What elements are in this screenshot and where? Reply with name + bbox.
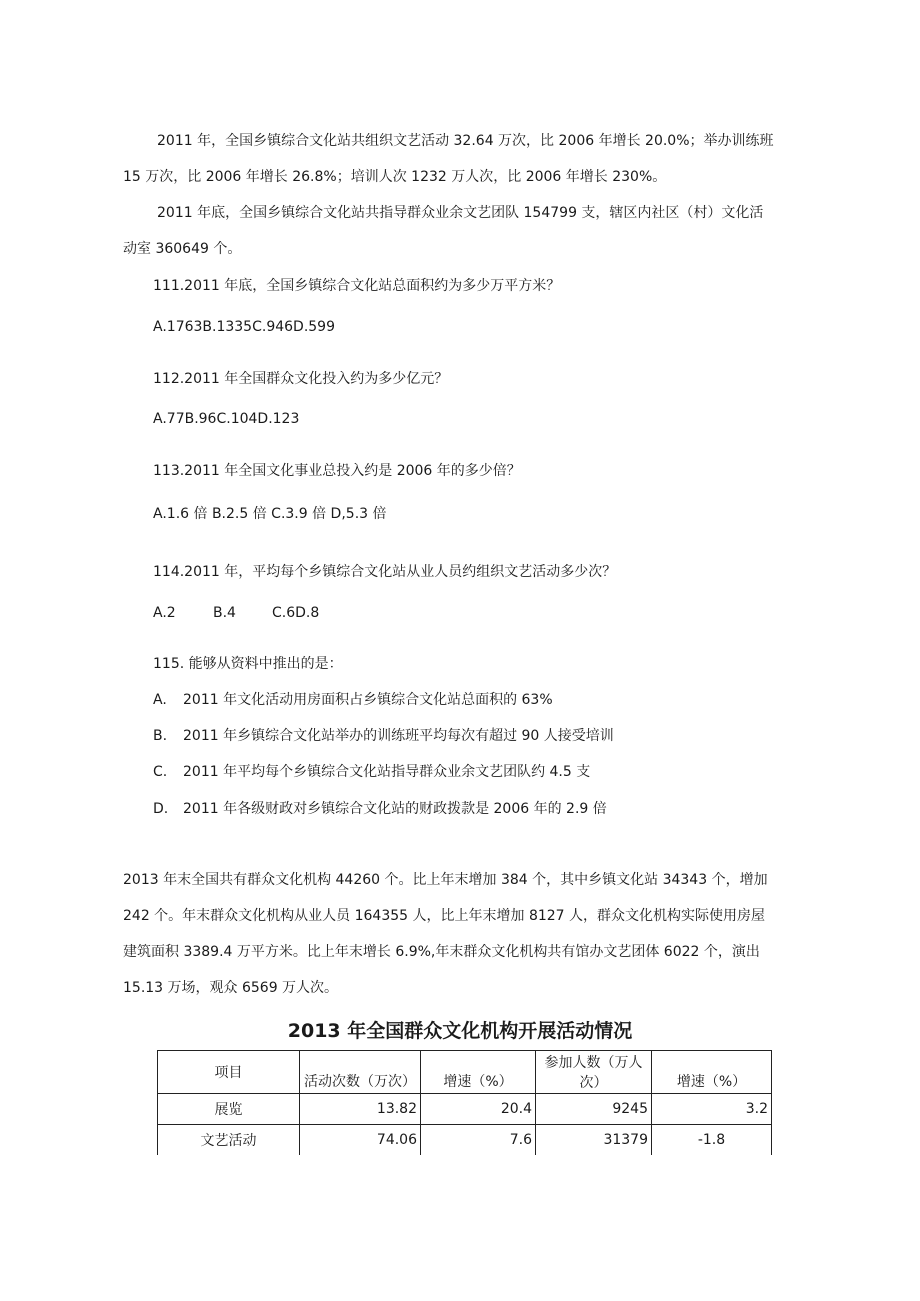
cell-growth-1: 7.6: [421, 1125, 536, 1156]
header-participants-line2: 次）: [579, 1075, 608, 1091]
table-row: [158, 1125, 772, 1156]
para1-line2: 15 万次，比 2006 年增长 26.8%；培训人次 1232 万人次，比 2006 年增长 230%。: [123, 169, 667, 185]
q112-question: 112.2011 年全国群众文化投入约为多少亿元？: [153, 371, 449, 387]
cell-growth-2: 3.2: [652, 1094, 772, 1125]
cell-growth-2: -1.8: [652, 1125, 772, 1156]
q115-option-a-letter: A.: [153, 692, 167, 708]
q115-question: 115. 能够从资料中推出的是：: [153, 656, 343, 672]
cell-people: 9245: [536, 1094, 652, 1125]
header-participants: [536, 1051, 652, 1094]
cell-growth-1: 20.4: [421, 1094, 536, 1125]
para3-line3: 建筑面积 3389.4 万平方米。比上年末增长 6.9%,年末群众文化机构共有馆办文艺团体 6022 个，演出: [123, 944, 760, 960]
header-growth-2: 增速（%）: [652, 1051, 772, 1094]
q114-option-a: A.2: [153, 605, 176, 621]
q114-question: 114.2011 年，平均每个乡镇综合文化站从业人员约组织文艺活动多少次？: [153, 564, 617, 580]
q112-options: A.77B.96C.104D.123: [153, 411, 300, 427]
cell-count: 74.06: [300, 1125, 421, 1156]
q113-options: A.1.6 倍 B.2.5 倍 C.3.9 倍 D,5.3 倍: [153, 506, 387, 522]
table-title: 2013 年全国群众文化机构开展活动情况: [287, 1020, 633, 1042]
para3-line2: 242 个。年末群众文化机构从业人员 164355 人，比上年末增加 8127 人，群众文化机构实际使用房屋: [123, 908, 766, 924]
q115-option-d-letter: D.: [153, 801, 169, 817]
para3-line1: 2013 年末全国共有群众文化机构 44260 个。比上年末增加 384 个，其中乡镇文化站 34343 个，增加: [123, 872, 768, 888]
q115-option-d-text: 2011 年各级财政对乡镇综合文化站的财政拨款是 2006 年的 2.9 倍: [183, 801, 607, 817]
header-item: 项目: [158, 1051, 300, 1094]
para2-line1: 2011 年底，全国乡镇综合文化站共指导群众业余文艺团队 154799 支，辖区内社区（村）文化活: [157, 205, 764, 221]
table-header-row: [158, 1051, 772, 1094]
q115-option-a-text: 2011 年文化活动用房面积占乡镇综合文化站总面积的 63%: [183, 692, 553, 708]
header-participants-line1: 参加人数（万人: [544, 1055, 643, 1071]
para2-line2: 动室 360649 个。: [123, 241, 242, 257]
para1-line1: 2011 年，全国乡镇综合文化站共组织文艺活动 32.64 万次，比 2006 年增长 20.0%；举办训练班: [157, 133, 774, 149]
cell-item: 文艺活动: [158, 1125, 300, 1156]
cell-item: 展览: [158, 1094, 300, 1125]
table-row: [158, 1094, 772, 1125]
q111-question: 111.2011 年底，全国乡镇综合文化站总面积约为多少万平方米？: [153, 278, 561, 294]
cell-count: 13.82: [300, 1094, 421, 1125]
header-growth-1: 增速（%）: [421, 1051, 536, 1094]
q115-option-b-letter: B.: [153, 728, 168, 744]
para3-line4: 15.13 万场，观众 6569 万人次。: [123, 980, 339, 996]
q114-option-b: B.4: [213, 605, 236, 621]
header-activity-count: 活动次数（万次）: [300, 1051, 421, 1094]
q111-options: A.1763B.1335C.946D.599: [153, 319, 335, 335]
activity-table: [157, 1050, 772, 1155]
q114-option-cd: C.6D.8: [272, 605, 320, 621]
cell-people: 31379: [536, 1125, 652, 1156]
q115-option-b-text: 2011 年乡镇综合文化站举办的训练班平均每次有超过 90 人接受培训: [183, 728, 614, 744]
q113-question: 113.2011 年全国文化事业总投入约是 2006 年的多少倍？: [153, 463, 521, 479]
q115-option-c-letter: C.: [153, 764, 168, 780]
q115-option-c-text: 2011 年平均每个乡镇综合文化站指导群众业余文艺团队约 4.5 支: [183, 764, 591, 780]
